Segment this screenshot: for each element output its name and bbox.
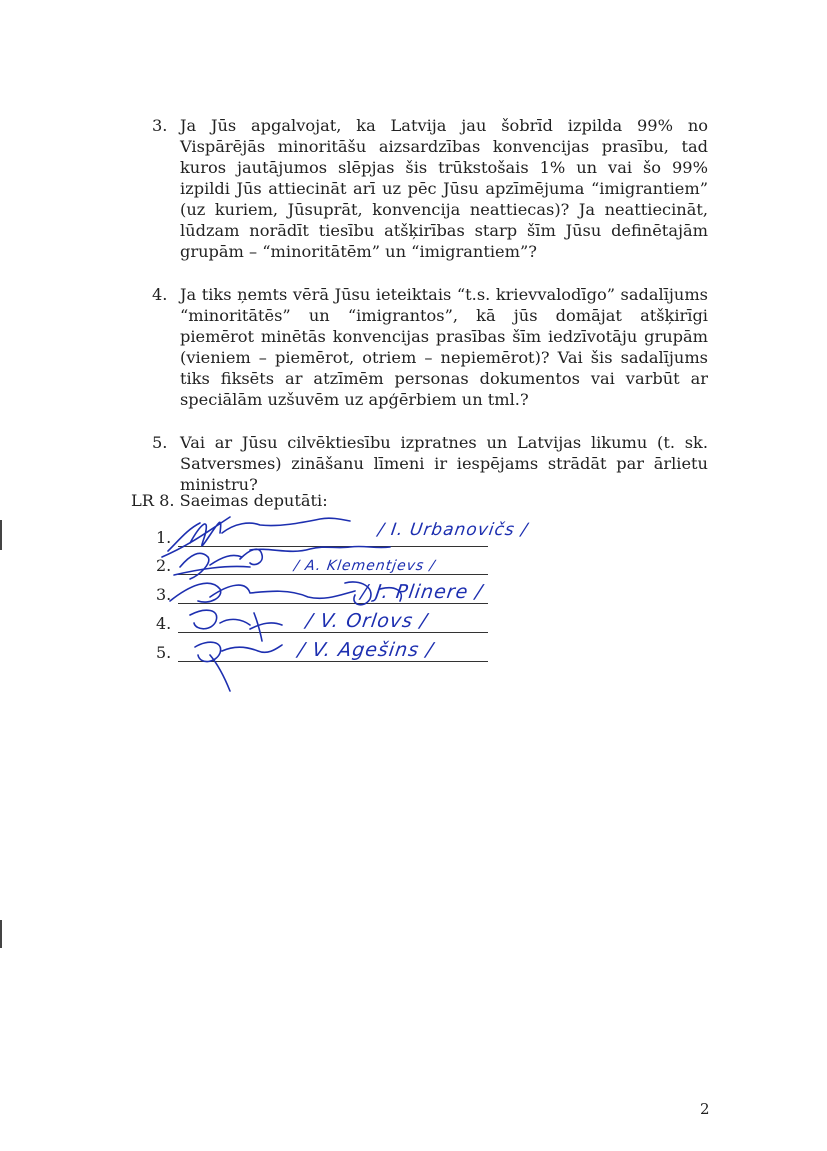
question-text: Ja Jūs apgalvojat, ka Latvija jau šobrīd izpilda 99% no Vispārējās minoritāšu aizsardzības konvencijas prasību, tad kuros jautājumos slēpjas šis trūkstošais 1% un vai šo 99% izpildi Jūs attiecināt arī uz pēc Jūsu apzīmējuma “imigrantiem” (uz kuriem, Jūsuprāt, konvencija neattiecas)? Ja neattiecināt, lūdzam norādīt tiesību atšķirības starp šīm Jūsu definētajām grupām – “minoritātēm” un “imigrantiem”? [180,116,708,262]
question-text: Ja tiks ņemts vērā Jūsu ieteiktais “t.s. krievvalodīgo” sadalījums “minoritātēs” un “imigrantos”, kā jūs domājat atšķirīgi piemērot minētās konvencijas prasības šīm iedzīvotāju grupām (vieniem – piemērot, otriem – nepiemērot)? Vai šis sadalījums tiks fiksēts ar atzīmēm personas dokumentos vai varbūt ar speciālām uzšuvēm uz apģērbiem un tml.? [180,285,708,410]
signatory-name: / A. Klementjevs / [292,558,437,574]
signature-row [156,520,530,548]
item-number: 4. [152,285,168,305]
list-item [152,115,708,262]
item-number: 3. [152,116,168,136]
signatory-name: / I. Urbanovičs / [376,520,530,540]
signatories-heading: LR 8. Saeimas deputāti: [131,491,328,510]
list-item [152,284,708,410]
item-number: 5. [152,433,168,453]
signature-row [156,581,496,605]
signature-row [156,610,496,634]
signature-line [178,661,488,662]
signature-number: 4. [156,614,172,633]
signature-number: 1. [156,528,172,547]
scan-edge-mark [0,920,2,948]
signature-number: 5. [156,643,172,662]
list-item [152,432,708,495]
signature-line [178,546,488,547]
signatory-name: / V. Agešins / [296,639,436,661]
signature-line [178,603,488,604]
signature-number: 2. [156,556,172,575]
signature-number: 3. [156,585,172,604]
signature-row [156,639,496,663]
question-text: Vai ar Jūsu cilvēktiesību izpratnes un Latvijas likumu (t. sk. Satversmes) zināšanu līmeni ir iespējams strādāt par ārlietu ministru? [180,433,708,495]
page-number: 2 [700,1100,710,1118]
signature-line [178,574,488,575]
question-list [152,99,708,517]
scan-edge-mark [0,520,2,550]
signature-row [156,556,496,576]
signatory-name: / V. Orlovs / [304,610,430,632]
signature-line [178,632,488,633]
signatory-name: / J. Plinere / [359,581,485,603]
